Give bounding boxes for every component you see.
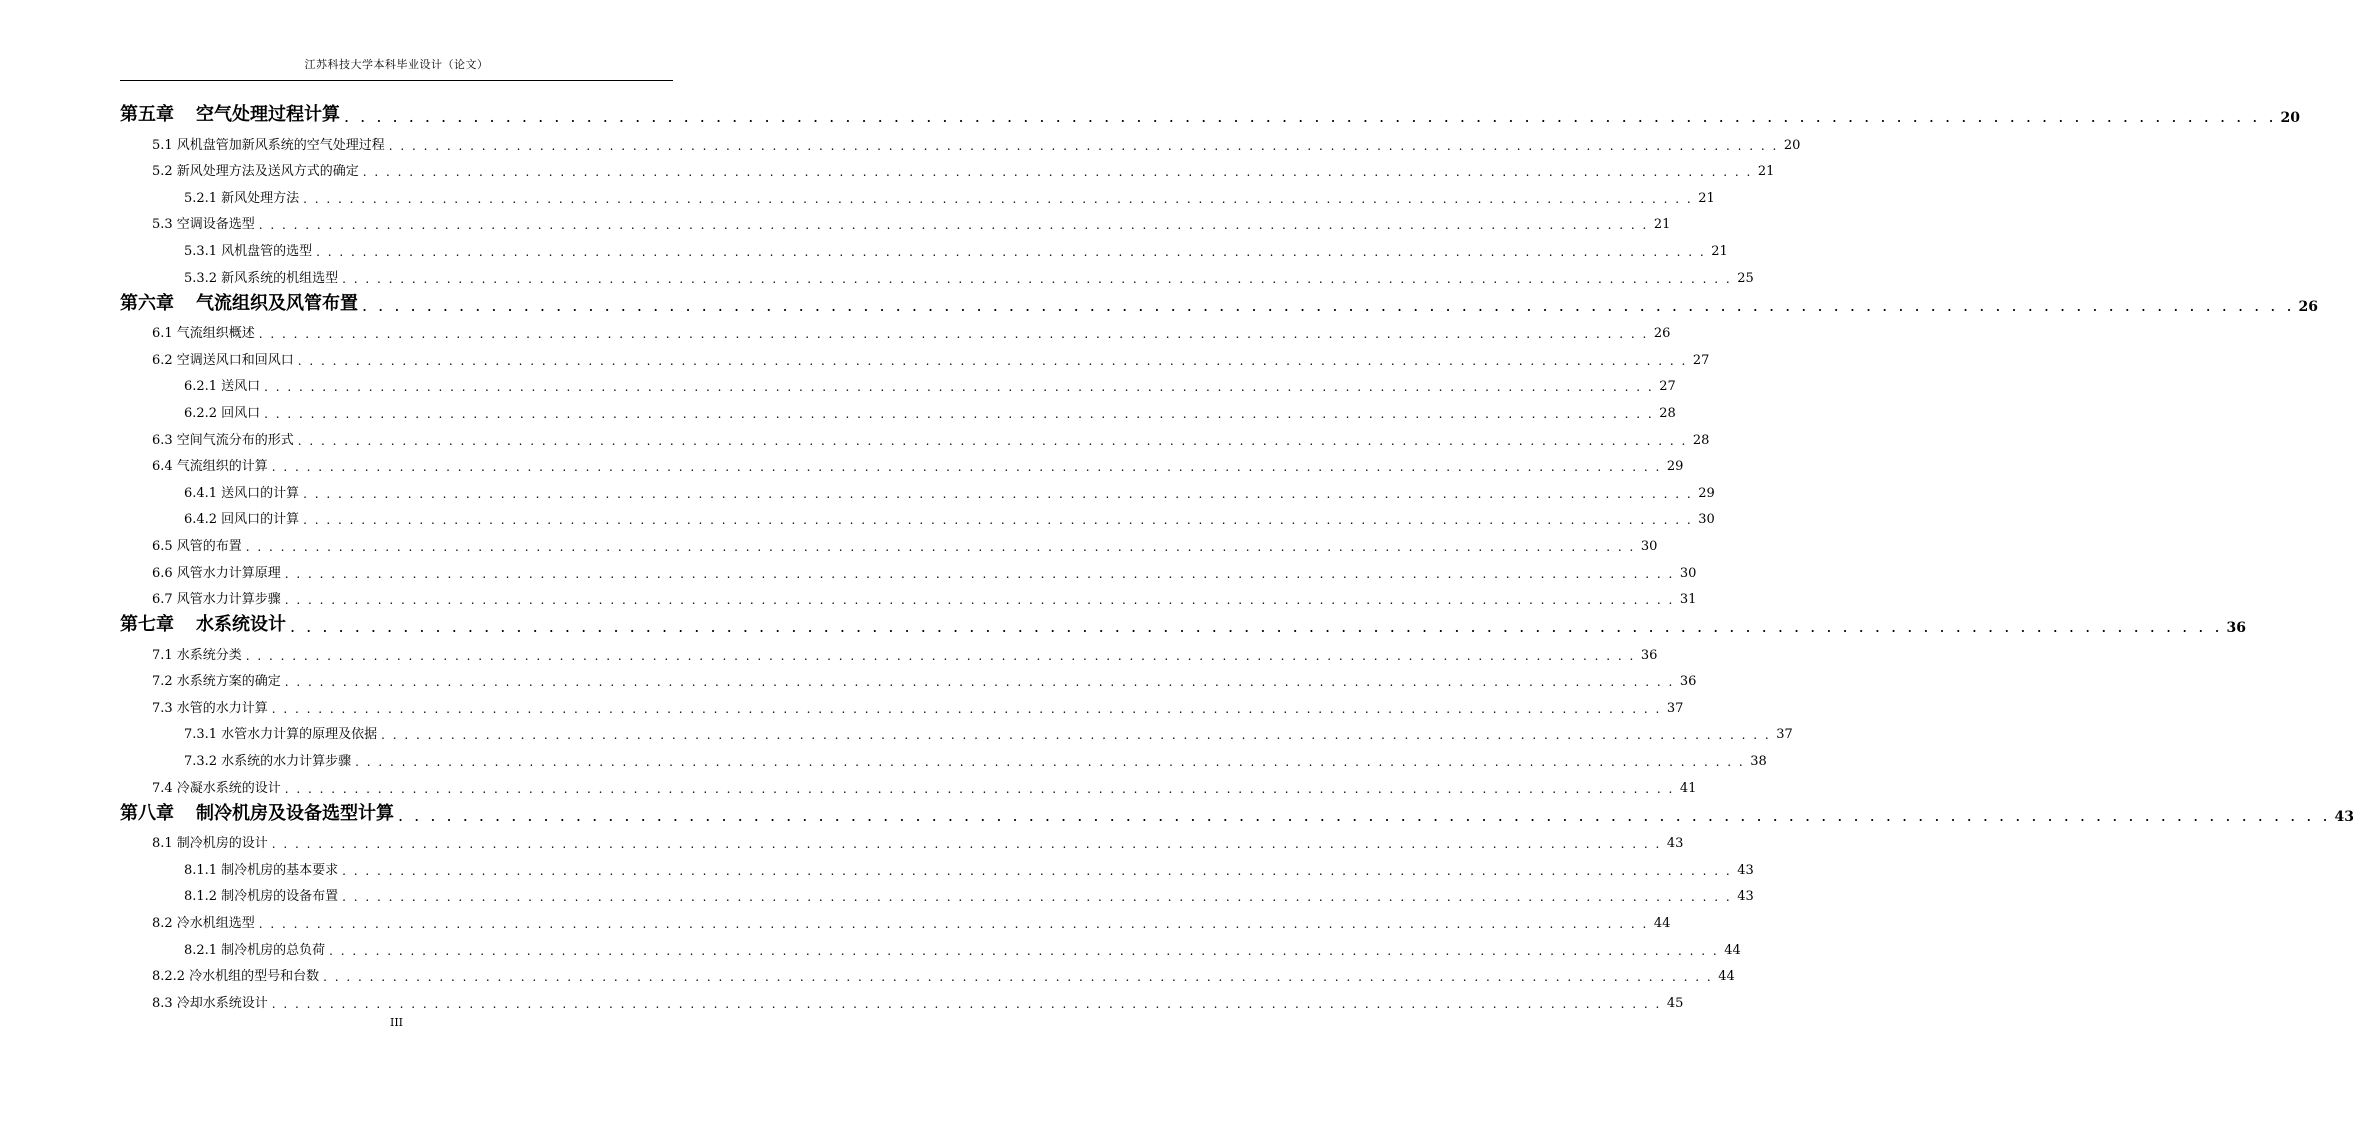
- toc-entry-page: 26: [1653, 326, 1671, 342]
- toc-entry-page: 37: [1776, 727, 1793, 743]
- toc-section-entry[interactable]: [120, 958, 1735, 985]
- toc-entry-number: 5.3: [152, 217, 173, 233]
- toc-entry-number: 第七章: [120, 614, 174, 636]
- toc-section-entry[interactable]: [120, 232, 1728, 259]
- toc-entry-page: 36: [1640, 647, 1658, 663]
- toc-entry-title: 送风口的计算: [221, 485, 300, 501]
- toc-entry-page: 44: [1718, 969, 1735, 985]
- toc-section-entry[interactable]: [120, 179, 1715, 206]
- toc-entry-page: 36: [2226, 620, 2247, 637]
- toc-chapter-entry[interactable]: [120, 97, 2301, 126]
- toc-section-entry[interactable]: [120, 663, 1697, 690]
- toc-entry-number: 6.3: [152, 432, 173, 448]
- toc-entry-number: 5.3.1: [184, 243, 218, 259]
- toc-entry-number: 7.2: [152, 674, 173, 690]
- toc-entry-title: 气流组织概述: [176, 326, 255, 342]
- toc-entry-number: 8.1.2: [184, 889, 218, 905]
- toc-entry-number: 6.6: [152, 565, 173, 581]
- toc-entry-title: 风机盘管加新风系统的空气处理过程: [176, 137, 385, 153]
- toc-entry-number: 6.1: [152, 326, 173, 342]
- toc-dot-leader: . . . . . . . . . . . . . . . . . . . . . . . . . . . . . . . . . . . . . . . . . . . . . . . . . . . . . . . . . . . . . . . . . . . . . . . . . . . . . . . . . . . . . . . . . . . . . . . . . . . . . . . . . . . . . . . . . . . . . . . .: [303, 513, 1693, 528]
- toc-dot-leader: . . . . . . . . . . . . . . . . . . . . . . . . . . . . . . . . . . . . . . . . . . . . . . . . . . . . . . . . . . . . . . . . . . . . . . . . . . . . . . . . . . . . . . . . . . . . . . . . . . . . . . . . . . . . . . . . . . . . . . . .: [398, 805, 2331, 825]
- toc-section-entry[interactable]: [120, 341, 1710, 368]
- toc-dot-leader: . . . . . . . . . . . . . . . . . . . . . . . . . . . . . . . . . . . . . . . . . . . . . . . . . . . . . . . . . . . . . . . . . . . . . . . . . . . . . . . . . . . . . . . . . . . . . . . . . . . . . . . . . . . . . . . . . . . . . . . .: [344, 107, 2277, 126]
- toc-dot-leader: . . . . . . . . . . . . . . . . . . . . . . . . . . . . . . . . . . . . . . . . . . . . . . . . . . . . . . . . . . . . . . . . . . . . . . . . . . . . . . . . . . . . . . . . . . . . . . . . . . . . . . . . . . . . . . . . . . . . . . . .: [355, 755, 1745, 770]
- toc-entry-page: 37: [1666, 700, 1684, 716]
- page-header: 江苏科技大学本科毕业设计（论文）: [304, 58, 489, 71]
- toc-entry-number: 第六章: [120, 292, 174, 314]
- toc-entry-number: 6.7: [152, 592, 173, 608]
- toc-dot-leader: . . . . . . . . . . . . . . . . . . . . . . . . . . . . . . . . . . . . . . . . . . . . . . . . . . . . . . . . . . . . . . . . . . . . . . . . . . . . . . . . . . . . . . . . . . . . . . . . . . . . . . . . . . . . . . . . . . . . . . . .: [271, 460, 1662, 475]
- toc-entry-number: 7.4: [152, 780, 173, 796]
- toc-entry-title: 风管水力计算步骤: [176, 592, 281, 608]
- toc-dot-leader: . . . . . . . . . . . . . . . . . . . . . . . . . . . . . . . . . . . . . . . . . . . . . . . . . . . . . . . . . . . . . . . . . . . . . . . . . . . . . . . . . . . . . . . . . . . . . . . . . . . . . . . . . . . . . . . . . . . . . . . .: [362, 165, 1753, 180]
- toc-entry-page: 21: [1711, 243, 1728, 259]
- toc-dot-leader: . . . . . . . . . . . . . . . . . . . . . . . . . . . . . . . . . . . . . . . . . . . . . . . . . . . . . . . . . . . . . . . . . . . . . . . . . . . . . . . . . . . . . . . . . . . . . . . . . . . . . . . . . . . . . . . . . . . . . . . .: [284, 781, 1675, 796]
- toc-entry-number: 6.2.1: [184, 379, 218, 395]
- toc-entry-number: 8.1: [152, 836, 173, 852]
- toc-entry-title: 冷水机组的型号和台数: [189, 969, 320, 985]
- toc-dot-leader: . . . . . . . . . . . . . . . . . . . . . . . . . . . . . . . . . . . . . . . . . . . . . . . . . . . . . . . . . . . . . . . . . . . . . . . . . . . . . . . . . . . . . . . . . . . . . . . . . . . . . . . . . . . . . . . . . . . . . . . .: [245, 648, 1636, 663]
- toc-dot-leader: . . . . . . . . . . . . . . . . . . . . . . . . . . . . . . . . . . . . . . . . . . . . . . . . . . . . . . . . . . . . . . . . . . . . . . . . . . . . . . . . . . . . . . . . . . . . . . . . . . . . . . . . . . . . . . . . . . . . . . . .: [258, 327, 1649, 342]
- toc-entry-title: 冷水机组选型: [176, 916, 255, 932]
- toc-entry-number: 6.4: [152, 459, 173, 475]
- toc-dot-leader: . . . . . . . . . . . . . . . . . . . . . . . . . . . . . . . . . . . . . . . . . . . . . . . . . . . . . . . . . . . . . . . . . . . . . . . . . . . . . . . . . . . . . . . . . . . . . . . . . . . . . . . . . . . . . . . . . . . . . . . .: [388, 138, 1779, 153]
- toc-dot-leader: . . . . . . . . . . . . . . . . . . . . . . . . . . . . . . . . . . . . . . . . . . . . . . . . . . . . . . . . . . . . . . . . . . . . . . . . . . . . . . . . . . . . . . . . . . . . . . . . . . . . . . . . . . . . . . . . . . . . . . . .: [264, 380, 1654, 395]
- toc-entry-page: 31: [1679, 592, 1697, 608]
- toc-entry-title: 风机盘管的选型: [221, 243, 313, 259]
- toc-entry-title: 送风口: [221, 379, 261, 395]
- toc-dot-leader: . . . . . . . . . . . . . . . . . . . . . . . . . . . . . . . . . . . . . . . . . . . . . . . . . . . . . . . . . . . . . . . . . . . . . . . . . . . . . . . . . . . . . . . . . . . . . . . . . . . . . . . . . . . . . . . . . . . . . . . .: [284, 566, 1675, 581]
- toc-dot-leader: . . . . . . . . . . . . . . . . . . . . . . . . . . . . . . . . . . . . . . . . . . . . . . . . . . . . . . . . . . . . . . . . . . . . . . . . . . . . . . . . . . . . . . . . . . . . . . . . . . . . . . . . . . . . . . . . . . . . . . . .: [271, 996, 1662, 1011]
- toc-entry-page: 21: [1653, 217, 1671, 233]
- toc-entry-title: 制冷机房的设备布置: [221, 889, 339, 905]
- toc-entry-number: 第五章: [120, 104, 174, 125]
- toc-dot-leader: . . . . . . . . . . . . . . . . . . . . . . . . . . . . . . . . . . . . . . . . . . . . . . . . . . . . . . . . . . . . . . . . . . . . . . . . . . . . . . . . . . . . . . . . . . . . . . . . . . . . . . . . . . . . . . . . . . . . . . . .: [271, 701, 1662, 716]
- toc-entry-title: 水管水力计算的原理及依据: [221, 727, 378, 743]
- toc-dot-leader: . . . . . . . . . . . . . . . . . . . . . . . . . . . . . . . . . . . . . . . . . . . . . . . . . . . . . . . . . . . . . . . . . . . . . . . . . . . . . . . . . . . . . . . . . . . . . . . . . . . . . . . . . . . . . . . . . . . . . . . .: [342, 890, 1732, 905]
- toc-section-entry[interactable]: [120, 554, 1697, 581]
- toc-entry-page: 21: [1698, 190, 1715, 206]
- toc-entry-page: 38: [1750, 754, 1767, 770]
- toc-chapter-entry[interactable]: [120, 607, 2247, 637]
- toc-entry-number: 8.2: [152, 916, 173, 932]
- toc-entry-number: 5.2: [152, 164, 173, 180]
- toc-dot-leader: . . . . . . . . . . . . . . . . . . . . . . . . . . . . . . . . . . . . . . . . . . . . . . . . . . . . . . . . . . . . . . . . . . . . . . . . . . . . . . . . . . . . . . . . . . . . . . . . . . . . . . . . . . . . . . . . . . . . . . . .: [245, 539, 1636, 554]
- toc-entry-page: 43: [2334, 808, 2354, 825]
- toc-entry-title: 回风口的计算: [221, 512, 300, 528]
- toc-entry-title: 水管的水力计算: [176, 700, 268, 716]
- toc-entry-title: 新风处理方法: [221, 190, 300, 206]
- toc-section-entry[interactable]: [120, 742, 1767, 770]
- toc-dot-leader: . . . . . . . . . . . . . . . . . . . . . . . . . . . . . . . . . . . . . . . . . . . . . . . . . . . . . . . . . . . . . . . . . . . . . . . . . . . . . . . . . . . . . . . . . . . . . . . . . . . . . . . . . . . . . . . . . . . . . . . .: [342, 271, 1732, 286]
- toc-dot-leader: . . . . . . . . . . . . . . . . . . . . . . . . . . . . . . . . . . . . . . . . . . . . . . . . . . . . . . . . . . . . . . . . . . . . . . . . . . . . . . . . . . . . . . . . . . . . . . . . . . . . . . . . . . . . . . . . . . . . . . . .: [303, 486, 1693, 501]
- toc-section-entry[interactable]: [120, 825, 1684, 852]
- toc-section-entry[interactable]: [120, 153, 1775, 180]
- toc-section-entry[interactable]: [120, 501, 1715, 528]
- toc-section-entry[interactable]: [120, 527, 1658, 554]
- toc-section-entry[interactable]: [120, 206, 1671, 233]
- toc-entry-page: 27: [1692, 352, 1710, 368]
- toc-entry-title: 空调送风口和回风口: [176, 352, 294, 368]
- toc-entry-number: 6.2: [152, 352, 173, 368]
- toc-entry-title: 气流组织的计算: [176, 459, 268, 475]
- toc-section-entry[interactable]: [120, 581, 1697, 608]
- toc-entry-page: 45: [1666, 995, 1684, 1011]
- toc-section-entry[interactable]: [120, 904, 1671, 932]
- toc-entry-page: 29: [1666, 459, 1684, 475]
- toc-entry-title: 水系统的水力计算步骤: [221, 754, 352, 770]
- toc-entry-page: 28: [1659, 405, 1676, 421]
- toc-section-entry[interactable]: [120, 769, 1697, 796]
- toc-entry-number: 7.3.2: [184, 754, 218, 770]
- toc-dot-leader: . . . . . . . . . . . . . . . . . . . . . . . . . . . . . . . . . . . . . . . . . . . . . . . . . . . . . . . . . . . . . . . . . . . . . . . . . . . . . . . . . . . . . . . . . . . . . . . . . . . . . . . . . . . . . . . . . . . . . . . .: [284, 675, 1675, 690]
- toc-dot-leader: . . . . . . . . . . . . . . . . . . . . . . . . . . . . . . . . . . . . . . . . . . . . . . . . . . . . . . . . . . . . . . . . . . . . . . . . . . . . . . . . . . . . . . . . . . . . . . . . . . . . . . . . . . . . . . . . . . . . . . . .: [284, 593, 1675, 608]
- toc-entry-title: 回风口: [221, 405, 261, 421]
- toc-entry-page: 43: [1666, 836, 1684, 852]
- toc-entry-page: 44: [1724, 942, 1741, 958]
- toc-entry-title: 水系统分类: [176, 647, 242, 663]
- toc-entry-title: 空气处理过程计算: [196, 104, 340, 125]
- toc-entry-page: 30: [1679, 565, 1697, 581]
- toc-entry-title: 气流组织及风管布置: [196, 292, 358, 314]
- toc-section-entry[interactable]: [120, 394, 1676, 421]
- header-divider: [120, 80, 673, 81]
- toc-entry-number: 5.2.1: [184, 190, 218, 206]
- toc-entry-page: 44: [1653, 916, 1671, 932]
- toc-dot-leader: . . . . . . . . . . . . . . . . . . . . . . . . . . . . . . . . . . . . . . . . . . . . . . . . . . . . . . . . . . . . . . . . . . . . . . . . . . . . . . . . . . . . . . . . . . . . . . . . . . . . . . . . . . . . . . . . . . . . . . . .: [323, 970, 1713, 985]
- toc-dot-leader: . . . . . . . . . . . . . . . . . . . . . . . . . . . . . . . . . . . . . . . . . . . . . . . . . . . . . . . . . . . . . . . . . . . . . . . . . . . . . . . . . . . . . . . . . . . . . . . . . . . . . . . . . . . . . . . . . . . . . . . .: [329, 943, 1719, 958]
- toc-entry-number: 第八章: [120, 802, 174, 824]
- toc-section-entry[interactable]: [120, 931, 1741, 958]
- toc-entry-page: 20: [2280, 110, 2301, 126]
- table-of-contents: [120, 97, 2354, 1011]
- toc-entry-number: 8.2.1: [184, 942, 218, 958]
- toc-entry-number: 5.3.2: [184, 270, 218, 286]
- toc-section-entry[interactable]: [120, 448, 1684, 475]
- toc-dot-leader: . . . . . . . . . . . . . . . . . . . . . . . . . . . . . . . . . . . . . . . . . . . . . . . . . . . . . . . . . . . . . . . . . . . . . . . . . . . . . . . . . . . . . . . . . . . . . . . . . . . . . . . . . . . . . . . . . . . . . . . .: [381, 728, 1771, 743]
- toc-entry-number: 5.1: [152, 137, 173, 153]
- toc-entry-title: 水系统方案的确定: [176, 674, 281, 690]
- toc-entry-number: 6.5: [152, 538, 173, 554]
- toc-entry-title: 风管的布置: [176, 538, 242, 554]
- toc-section-entry[interactable]: [120, 259, 1754, 286]
- toc-entry-number: 7.3: [152, 700, 173, 716]
- toc-entry-number: 8.1.1: [184, 862, 218, 878]
- toc-dot-leader: . . . . . . . . . . . . . . . . . . . . . . . . . . . . . . . . . . . . . . . . . . . . . . . . . . . . . . . . . . . . . . . . . . . . . . . . . . . . . . . . . . . . . . . . . . . . . . . . . . . . . . . . . . . . . . . . . . . . . . . .: [290, 617, 2223, 637]
- toc-entry-page: 21: [1757, 164, 1775, 180]
- toc-entry-number: 7.3.1: [184, 727, 218, 743]
- toc-entry-title: 新风处理方法及送风方式的确定: [176, 164, 359, 180]
- toc-dot-leader: . . . . . . . . . . . . . . . . . . . . . . . . . . . . . . . . . . . . . . . . . . . . . . . . . . . . . . . . . . . . . . . . . . . . . . . . . . . . . . . . . . . . . . . . . . . . . . . . . . . . . . . . . . . . . . . . . . . . . . . .: [362, 295, 2295, 315]
- toc-dot-leader: . . . . . . . . . . . . . . . . . . . . . . . . . . . . . . . . . . . . . . . . . . . . . . . . . . . . . . . . . . . . . . . . . . . . . . . . . . . . . . . . . . . . . . . . . . . . . . . . . . . . . . . . . . . . . . . . . . . . . . . .: [258, 917, 1649, 932]
- toc-section-entry[interactable]: [120, 126, 1801, 153]
- toc-section-entry[interactable]: [120, 984, 1684, 1011]
- toc-dot-leader: . . . . . . . . . . . . . . . . . . . . . . . . . . . . . . . . . . . . . . . . . . . . . . . . . . . . . . . . . . . . . . . . . . . . . . . . . . . . . . . . . . . . . . . . . . . . . . . . . . . . . . . . . . . . . . . . . . . . . . . .: [258, 218, 1649, 233]
- toc-section-entry[interactable]: [120, 878, 1754, 905]
- toc-chapter-entry[interactable]: [120, 796, 2354, 825]
- toc-entry-page: 43: [1737, 889, 1754, 905]
- toc-section-entry[interactable]: [120, 689, 1684, 716]
- toc-entry-title: 制冷机房的基本要求: [221, 862, 339, 878]
- toc-entry-number: 6.4.1: [184, 485, 218, 501]
- page-number: III: [389, 1016, 404, 1029]
- toc-entry-number: 6.2.2: [184, 405, 218, 421]
- toc-dot-leader: . . . . . . . . . . . . . . . . . . . . . . . . . . . . . . . . . . . . . . . . . . . . . . . . . . . . . . . . . . . . . . . . . . . . . . . . . . . . . . . . . . . . . . . . . . . . . . . . . . . . . . . . . . . . . . . . . . . . . . . .: [303, 191, 1693, 206]
- toc-entry-page: 30: [1698, 512, 1715, 528]
- toc-entry-number: 6.4.2: [184, 512, 218, 528]
- toc-chapter-entry[interactable]: [120, 286, 2319, 315]
- toc-section-entry[interactable]: [120, 716, 1793, 743]
- toc-entry-number: 7.1: [152, 647, 173, 663]
- toc-dot-leader: . . . . . . . . . . . . . . . . . . . . . . . . . . . . . . . . . . . . . . . . . . . . . . . . . . . . . . . . . . . . . . . . . . . . . . . . . . . . . . . . . . . . . . . . . . . . . . . . . . . . . . . . . . . . . . . . . . . . . . . .: [297, 433, 1688, 448]
- toc-entry-title: 制冷机房及设备选型计算: [196, 802, 394, 824]
- toc-section-entry[interactable]: [120, 368, 1676, 395]
- toc-dot-leader: . . . . . . . . . . . . . . . . . . . . . . . . . . . . . . . . . . . . . . . . . . . . . . . . . . . . . . . . . . . . . . . . . . . . . . . . . . . . . . . . . . . . . . . . . . . . . . . . . . . . . . . . . . . . . . . . . . . . . . . .: [271, 837, 1662, 852]
- toc-entry-page: 20: [1783, 137, 1801, 153]
- toc-entry-page: 36: [1679, 674, 1697, 690]
- toc-dot-leader: . . . . . . . . . . . . . . . . . . . . . . . . . . . . . . . . . . . . . . . . . . . . . . . . . . . . . . . . . . . . . . . . . . . . . . . . . . . . . . . . . . . . . . . . . . . . . . . . . . . . . . . . . . . . . . . . . . . . . . . .: [264, 406, 1654, 421]
- toc-entry-page: 29: [1698, 485, 1715, 501]
- toc-entry-title: 空调设备选型: [176, 217, 255, 233]
- toc-section-entry[interactable]: [120, 421, 1710, 448]
- toc-section-entry[interactable]: [120, 636, 1658, 663]
- toc-dot-leader: . . . . . . . . . . . . . . . . . . . . . . . . . . . . . . . . . . . . . . . . . . . . . . . . . . . . . . . . . . . . . . . . . . . . . . . . . . . . . . . . . . . . . . . . . . . . . . . . . . . . . . . . . . . . . . . . . . . . . . . .: [316, 244, 1706, 259]
- toc-entry-number: 8.3: [152, 995, 173, 1011]
- toc-section-entry[interactable]: [120, 474, 1715, 501]
- toc-entry-title: 风管水力计算原理: [176, 565, 281, 581]
- toc-entry-title: 水系统设计: [196, 614, 286, 636]
- toc-entry-title: 制冷机房的总负荷: [221, 942, 326, 958]
- toc-entry-page: 43: [1737, 862, 1754, 878]
- toc-entry-title: 制冷机房的设计: [176, 836, 268, 852]
- toc-entry-page: 26: [2298, 298, 2319, 315]
- toc-entry-page: 30: [1640, 538, 1658, 554]
- toc-section-entry[interactable]: [120, 851, 1754, 878]
- toc-dot-leader: . . . . . . . . . . . . . . . . . . . . . . . . . . . . . . . . . . . . . . . . . . . . . . . . . . . . . . . . . . . . . . . . . . . . . . . . . . . . . . . . . . . . . . . . . . . . . . . . . . . . . . . . . . . . . . . . . . . . . . . .: [297, 353, 1688, 368]
- toc-entry-title: 新风系统的机组选型: [221, 270, 339, 286]
- toc-entry-title: 空间气流分布的形式: [176, 432, 294, 448]
- toc-entry-number: 8.2.2: [152, 969, 186, 985]
- toc-entry-page: 25: [1737, 270, 1754, 286]
- toc-entry-title: 冷凝水系统的设计: [176, 780, 281, 796]
- toc-entry-page: 27: [1659, 379, 1676, 395]
- toc-entry-title: 冷却水系统设计: [176, 995, 268, 1011]
- toc-entry-page: 28: [1692, 432, 1710, 448]
- toc-section-entry[interactable]: [120, 315, 1671, 342]
- toc-entry-page: 41: [1679, 780, 1697, 796]
- toc-dot-leader: . . . . . . . . . . . . . . . . . . . . . . . . . . . . . . . . . . . . . . . . . . . . . . . . . . . . . . . . . . . . . . . . . . . . . . . . . . . . . . . . . . . . . . . . . . . . . . . . . . . . . . . . . . . . . . . . . . . . . . . .: [342, 863, 1732, 878]
